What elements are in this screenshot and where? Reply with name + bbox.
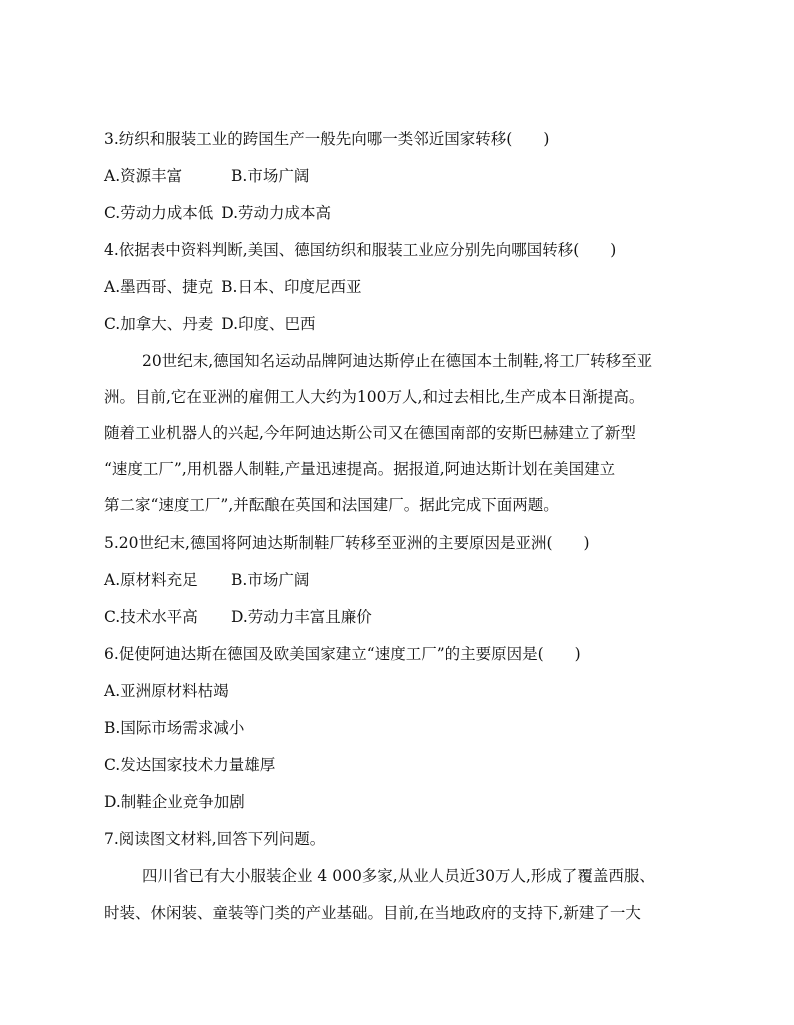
question-3-option-b: B.市场广阔 (231, 167, 310, 185)
question-3-options-row-2 (104, 203, 331, 223)
question-5-option-d: D.劳动力丰富且廉价 (231, 608, 372, 626)
question-6-option-b: B.国际市场需求减小 (104, 719, 245, 737)
question-3-options-row-1 (104, 166, 309, 186)
passage-1-line-3: 随着工业机器人的兴起,今年阿迪达斯公司又在德国南部的安斯巴赫建立了新型 (104, 424, 636, 442)
question-5-option-c: C.技术水平高 (104, 608, 198, 626)
question-3-option-a: A.资源丰富 (104, 167, 183, 185)
question-5-options-row-2 (104, 607, 372, 627)
question-4-options-row-2 (104, 314, 316, 334)
passage-2-line-1: 四川省已有大小服装企业 4 000多家,从业人员近30万人,形成了覆盖西服、 (142, 867, 655, 885)
question-4-option-c: C.加拿大、丹麦 (104, 315, 214, 333)
question-3-option-d: D.劳动力成本高 (221, 204, 332, 222)
passage-1-line-5: 第二家“速度工厂”,并酝酿在英国和法国建厂。据此完成下面两题。 (104, 496, 559, 514)
question-6-option-a: A.亚洲原材料枯竭 (104, 682, 229, 700)
passage-1-line-1: 20世纪末,德国知名运动品牌阿迪达斯停止在德国本土制鞋,将工厂转移至亚 (142, 352, 653, 370)
question-6-option-c: C.发达国家技术力量雄厚 (104, 756, 276, 774)
question-4-stem: 4.依据表中资料判断,美国、德国纺织和服装工业应分别先向哪国转移( ) (104, 241, 617, 259)
question-5-options-row-1 (104, 570, 309, 590)
passage-1-line-2: 洲。目前,它在亚洲的雇佣工人大约为100万人,和过去相比,生产成本日渐提高。 (104, 388, 645, 406)
passage-1-line-4: “速度工厂”,用机器人制鞋,产量迅速提高。据报道,阿迪达斯计划在美国建立 (104, 460, 616, 478)
question-5-option-a: A.原材料充足 (104, 571, 198, 589)
passage-2-line-2: 时装、休闲装、童装等门类的产业基础。目前,在当地政府的支持下,新建了一大 (104, 904, 641, 922)
question-7-stem: 7.阅读图文材料,回答下列问题。 (104, 830, 326, 848)
question-3-option-c: C.劳动力成本低 (104, 204, 214, 222)
question-3-stem: 3.纺织和服装工业的跨国生产一般先向哪一类邻近国家转移( ) (104, 130, 550, 148)
question-4-option-a: A.墨西哥、捷克 (104, 278, 214, 296)
question-4-options-row-1 (104, 277, 361, 297)
question-5-option-b: B.市场广阔 (231, 571, 310, 589)
question-6-stem: 6.促使阿迪达斯在德国及欧美国家建立“速度工厂”的主要原因是( ) (104, 645, 581, 663)
question-5-stem: 5.20世纪末,德国将阿迪达斯制鞋厂转移至亚洲的主要原因是亚洲( ) (104, 534, 590, 552)
question-6-option-d: D.制鞋企业竞争加剧 (104, 793, 245, 811)
question-4-option-d: D.印度、巴西 (221, 315, 316, 333)
question-4-option-b: B.日本、印度尼西亚 (221, 278, 362, 296)
